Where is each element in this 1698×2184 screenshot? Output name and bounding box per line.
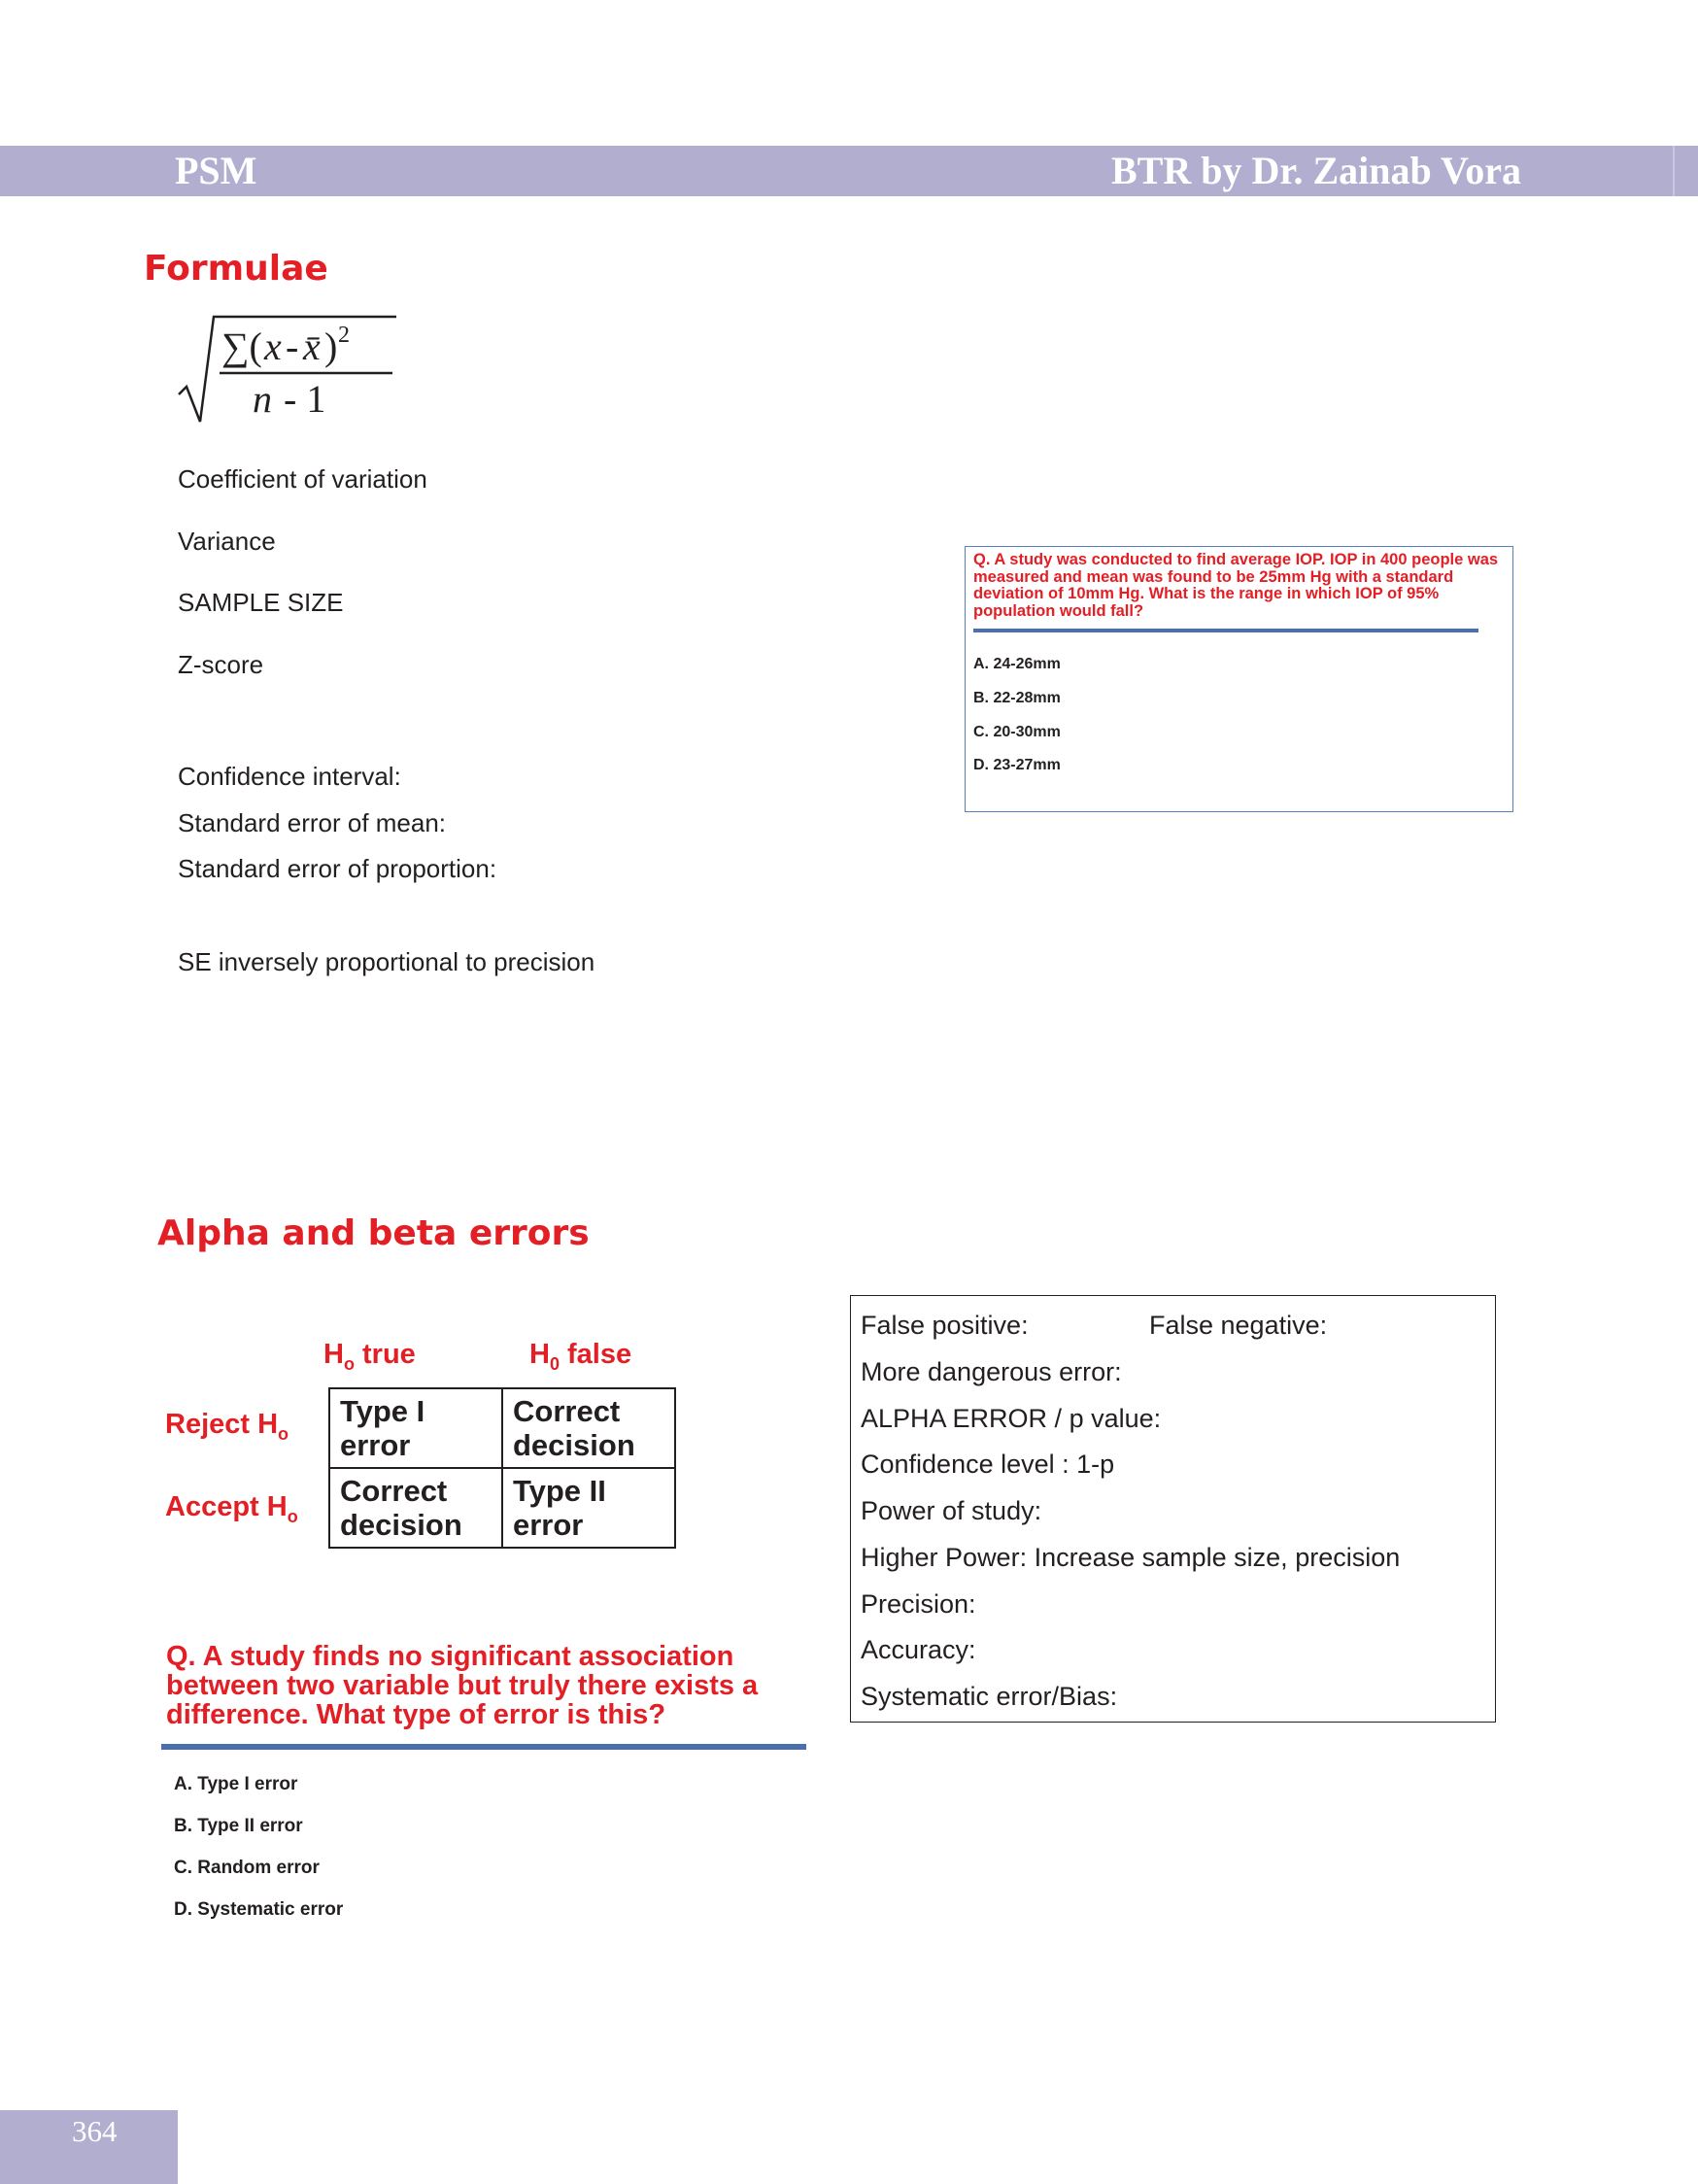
- standard-deviation-formula: [175, 309, 408, 426]
- question-1-divider: [973, 629, 1478, 632]
- error-definition-item: ALPHA ERROR / p value:: [861, 1404, 1162, 1433]
- question-1-option: D. 23-27mm: [973, 757, 1061, 773]
- error-definition-item: More dangerous error:: [861, 1357, 1122, 1386]
- table-row: [329, 1388, 675, 1468]
- formula-item: Coefficient of variation: [178, 464, 427, 494]
- table-cell: Type II error: [502, 1468, 675, 1548]
- formulae-title: Formulae: [144, 249, 328, 289]
- question-1-text: Q. A study was conducted to find average IOP. IOP in 400 people was measured and mean was found to be 25mm Hg with a standard deviation of 10mm Hg. What is the range in which IOP of 95% population would fall?: [973, 551, 1499, 620]
- column-header-h0-false: $H_0$ false: [529, 1339, 632, 1374]
- formula-item: Confidence interval:: [178, 762, 401, 791]
- error-definition-item: Confidence level : 1-p: [861, 1450, 1115, 1479]
- header-author: BTR by Dr. Zainab Vora: [1111, 149, 1521, 192]
- error-definition-item: Accuracy:: [861, 1635, 976, 1664]
- table-cell: Correct decision: [502, 1388, 675, 1468]
- question-1-box: [965, 546, 1513, 812]
- error-definition-item: Systematic error/Bias:: [861, 1682, 1118, 1711]
- false-positive-label: False positive:: [861, 1311, 1029, 1340]
- column-header-h0-true: $H_o$ true: [323, 1339, 416, 1374]
- svg-text:-: -: [286, 324, 299, 368]
- svg-text:): ): [324, 324, 338, 368]
- error-definition-item: Higher Power: Increase sample size, precision: [861, 1543, 1401, 1572]
- svg-text:n: n: [253, 377, 272, 421]
- row-label-accept: Accept $H_o$: [165, 1491, 298, 1526]
- hypothesis-error-table: [328, 1387, 676, 1549]
- formula-item: SAMPLE SIZE: [178, 588, 344, 617]
- error-definitions-box: [850, 1295, 1496, 1723]
- table-cell: Type I error: [329, 1388, 502, 1468]
- question-2-option: D. Systematic error: [174, 1899, 344, 1920]
- svg-text:x: x: [264, 324, 282, 368]
- svg-text:∑(: ∑(: [221, 324, 262, 368]
- header-divider: [1673, 146, 1675, 196]
- formula-item: Standard error of proportion:: [178, 854, 497, 883]
- error-definition-item: Precision:: [861, 1589, 976, 1619]
- formula-item: Z-score: [178, 650, 264, 679]
- formula-item: Variance: [178, 527, 276, 556]
- question-2-divider: [161, 1744, 806, 1750]
- table-cell: Correct decision: [329, 1468, 502, 1548]
- svg-text:2: 2: [338, 323, 350, 348]
- error-definition-item: Power of study:: [861, 1496, 1042, 1525]
- question-2-text: Q. A study finds no significant association between two variable but truly there exists a difference. What type of error is this?: [166, 1641, 759, 1730]
- errors-title: Alpha and beta errors: [157, 1213, 590, 1253]
- question-1-option: C. 20-30mm: [973, 724, 1061, 740]
- row-label-reject: Reject $H_o$: [165, 1409, 289, 1444]
- formula-item: Standard error of mean:: [178, 808, 447, 837]
- question-2-option: B. Type II error: [174, 1816, 303, 1836]
- page-number: 364: [72, 2114, 118, 2148]
- false-negative-label: False negative:: [1149, 1311, 1328, 1340]
- header-subject: PSM: [175, 149, 257, 192]
- question-1-option: A. 24-26mm: [973, 656, 1061, 672]
- question-1-option: B. 22-28mm: [973, 690, 1061, 706]
- question-2-option: C. Random error: [174, 1858, 320, 1878]
- formula-item: SE inversely proportional to precision: [178, 947, 595, 976]
- question-2-option: A. Type I error: [174, 1774, 298, 1794]
- svg-text:- 1: - 1: [284, 377, 326, 421]
- table-row: [329, 1468, 675, 1548]
- svg-text:x̄: x̄: [303, 324, 321, 368]
